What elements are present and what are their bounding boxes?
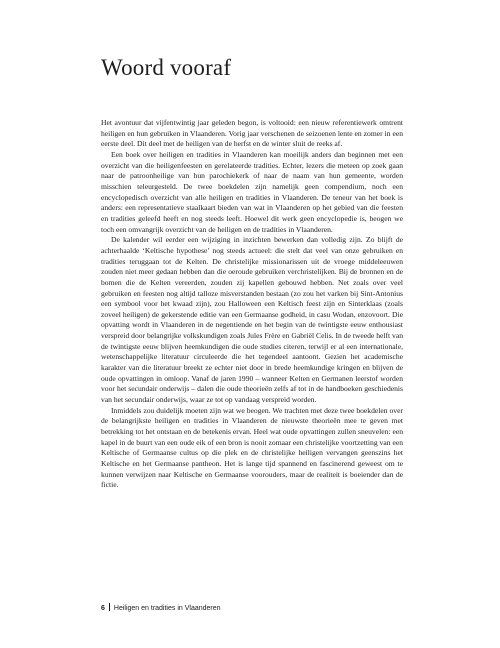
paragraph: De kalender wil eerder een wijziging in inzichten bewerken dan volledig zijn. Zo blijft de achterhaalde ‘Keltische hypothese’ nog steeds actueel: die stelt dat veel van onze gebruiken en tradities teruggaan tot de Kelten. De christelijke missionarissen uit de vroege middeleeuwen zouden niet meer gedaan hebben dan die oeroude gebruiken verchristelijken. Bij de bronnen en de bomen die de Kelten vereerden, zouden zij kapellen gebouwd hebben. Net zoals over veel gebruiken en feesten nog altijd talloze misverstanden bestaan (zo zou het varken bij Sint-Antonius een symbool voor het kwaad zijn), zou Halloween een Keltisch feest zijn en Sinterklaas (zoals zoveel heiligen) de gekerstende editie van een Germaanse godheid, in casu Wodan, enzovoort. Die opvatting wordt in Vlaanderen in de negentiende en het begin van de twintigste eeuw enthousiast verspreid door belangrijke volkskundigen zoals Jules Frère en Gabriël Celis. In de tweede helft van de twintigste eeuw blijven heemkundigen die oude studies citeren, terwijl er al een internationale, wetenschappelijke literatuur circuleerde die het tegendeel aantoont. Gezien het academische karakter van die literatuur breekt ze echter niet door in brede heemkundige kringen en blijven de oude opvattingen in omloop. Vanaf de jaren 1990 – wanneer Kelten en Germanen leerstof worden voor het secundair onderwijs – dalen die oude theorieën zelfs af tot in de handboeken geschiedenis van het secundair onderwijs, waar ze tot op vandaag verspreid worden. (101, 235, 403, 405)
page-number: 6 (101, 605, 105, 612)
body-text (101, 118, 403, 491)
paragraph: Inmiddels zou duidelijk moeten zijn wat we beogen. We trachten met deze twee boekdelen over de belangrijkste heiligen en tradities in Vlaanderen de nieuwste theorieën mee te geven met betrekking tot het ontstaan en de betekenis ervan. Heel wat oude opvattingen zullen sneuvelen: een kapel in de buurt van een oude eik of een bron is nooit zomaar een christelijke voortzetting van een Keltische of Germaanse cultus op die plek en de christelijke heiligen vervangen geenszins het Keltische en het Germaanse pantheon. Het is lange tijd spannend en fascinerend geweest om te kunnen verwijzen naar Keltische en Germaanse voorouders, maar de realiteit is boeiender dan de fictie. (101, 405, 403, 490)
page-title: Woord vooraf (101, 55, 232, 80)
page-footer (101, 603, 221, 612)
running-title: Heiligen en tradities in Vlaanderen (113, 605, 221, 612)
paragraph: Het avontuur dat vijfentwintig jaar geleden begon, is voltooid: een nieuw referentiewerk omtrent heiligen en hun gebruiken in Vlaanderen. Vorig jaar verschenen de seizoenen lente en zomer in een eerste deel. Dit deel met de heiligen van de herfst en de winter sluit de reeks af. (101, 118, 403, 149)
paragraph: Een boek over heiligen en tradities in Vlaanderen kan moeilijk anders dan beginnen met een overzicht van die heiligenfeesten en gerelateerde tradities. Echter, lezers die meteen op zoek gaan naar de patroonheilige van hun parochiekerk of naar de naam van hun gemeente, worden misschien teleurgesteld. De twee boekdelen zijn namelijk geen compendium, noch een encyclopedisch overzicht van alle heiligen en tradities in Vlaanderen. De teneur van het boek is anders: een representatieve staalkaart bieden van wat in Vlaanderen op het gebied van die feesten en tradities geleefd heeft en nog steeds leeft. Hoewel dit werk geen encyclopedie is, beogen we toch een omvangrijk overzicht van de heiligen en de tradities in Vlaanderen. (101, 149, 403, 234)
footer-divider (109, 603, 110, 611)
